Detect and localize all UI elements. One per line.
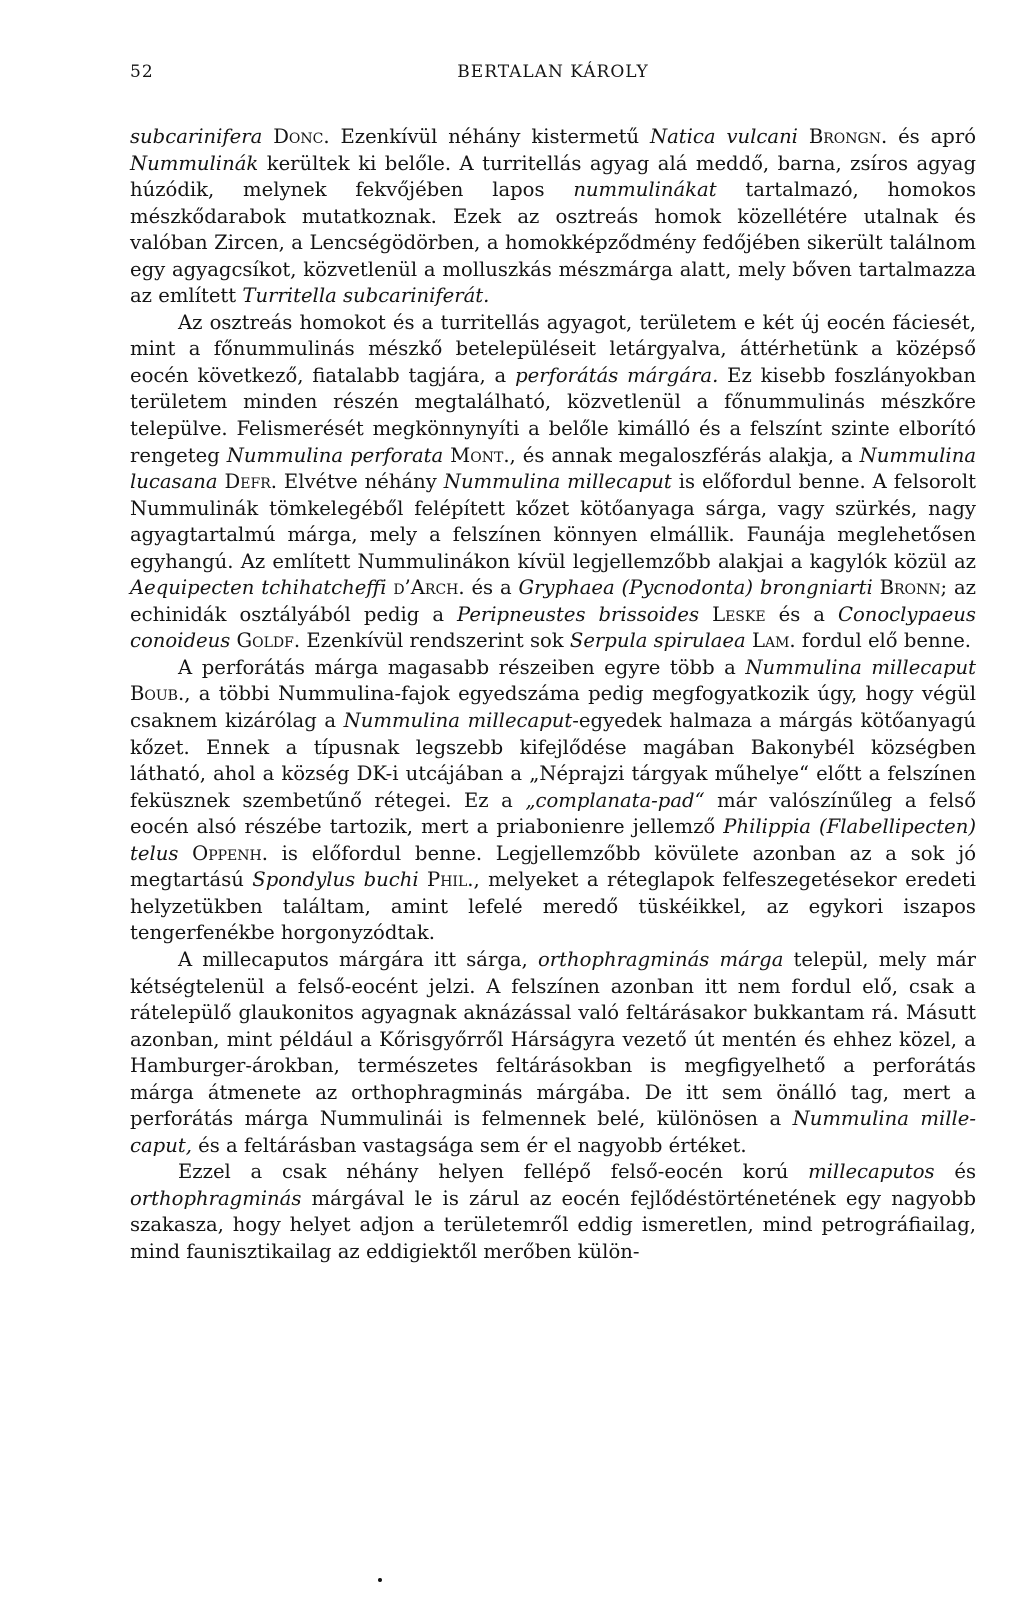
- text-run: [873, 576, 880, 599]
- text-run: [699, 603, 712, 626]
- text-run: . is előfordul benne. Legjellemzőbb kövülete azonban az a sok jó megtartású: [130, 841, 976, 892]
- italic-text-run: Nummulina lucasana: [130, 443, 977, 494]
- text-run: Ez kisebb foszlányokban területem minden részén megtalálható, közvetlenül a főnummulinás mészkőre települve. Felismerését megkönnynyíti a belőle kimálló és a felszínt szinte elborító rengeteg: [130, 363, 976, 467]
- italic-text-run: subcarinifera: [130, 125, 263, 148]
- text-run: és: [934, 1160, 976, 1184]
- author-abbrev: Goldf: [236, 629, 294, 653]
- italic-text-run: Nummulina perforata: [226, 443, 444, 467]
- paragraph-4: [130, 947, 976, 1159]
- text-run: [798, 125, 809, 148]
- text-run: Az osztreás homokot és a turritellás agyagot, területem e két új eocén fáciesét, mint a főnummulinás mészkő betelepüléseit letárgyalva, áttérhetünk a középső eocén következő, fiatalabb tagjára, a: [130, 310, 976, 387]
- text-run: Ezzel a csak néhány helyen fellépő felső-eocén korú: [178, 1160, 809, 1184]
- italic-text-run: Aequipecten tchihatcheffi: [130, 576, 387, 600]
- italic-text-run: Natica vulcani: [649, 125, 798, 148]
- text-run: ., melyeket a réteglapok felfeszegetésekor eredeti helyzetükben találtam, amint lefelé meredő tüskéikkel, az egykori iszapos tengerfenékbe horgonyzódtak.: [130, 868, 976, 945]
- italic-text-run: Philippia (Flabellipecten) telus: [130, 815, 976, 865]
- text-run: . fordul elő benne.: [789, 629, 972, 653]
- text-run: . és apró: [880, 125, 977, 148]
- body-text: [130, 124, 976, 1266]
- text-run: is előfordul benne. A felsorolt Nummulinák tömkelegéből felépített kőzet kötőanyaga sárga, vagy szürkés, nagy agyagtartalmú márga, mely a felszínen könnyen elmállik. Faunája meglehetősen egyhangú. Az említett Nummulinákon kívül legjellemzőbb alakjai a kagylók közül az: [130, 470, 976, 573]
- text-run: . Ezenkívül néhány kistermetű: [323, 125, 650, 148]
- text-run: ., a többi Nummulina-fajok egyedszáma pedig megfogyatkozik úgy, hogy végül csaknem kizárólag a: [130, 682, 976, 733]
- text-run: A millecaputos márgára itt sárga,: [178, 947, 538, 971]
- text-run: ; az echinidák osztályából pedig a: [130, 576, 976, 626]
- running-title: BERTALAN KÁROLY: [457, 62, 649, 82]
- italic-text-run: Nummulinák: [130, 151, 259, 175]
- text-run: és a feltárásban vastagsága sem ér el nagyobb értéket.: [191, 1133, 747, 1157]
- text-run: [262, 125, 273, 148]
- author-abbrev: Phil: [427, 868, 468, 892]
- author-abbrev: Oppenh: [192, 841, 262, 865]
- author-abbrev: Defr: [224, 470, 271, 494]
- stray-ink-mark: [378, 1578, 382, 1582]
- text-run: [218, 470, 225, 493]
- italic-text-run: Conoclypaeus conoideus: [130, 602, 976, 653]
- italic-text-run: Nummulina millecaput: [443, 470, 672, 494]
- italic-text-run: „complanata-pad“: [525, 788, 705, 812]
- text-run: . és a: [458, 576, 519, 600]
- italic-text-run: Turritella subcariniferát.: [242, 284, 490, 308]
- text-run: kerültek ki belőle. A turritellás agyag alá meddő, barna, zsíros agyag húzódik, melynek fekvőjében lapos: [130, 151, 976, 202]
- italic-text-run: millecaputos: [808, 1160, 935, 1184]
- text-run: és a: [765, 602, 838, 626]
- author-abbrev: Donc: [273, 125, 324, 148]
- italic-text-run: Serpula spirulaea: [569, 629, 746, 653]
- text-run: tartalmazó, homokos mészkődarabok mutatkoznak. Ezek az osztreás homok közellétére utalnak és valóban Zircen, a Lencségödörben, a homokképződmény fedőjében sikerült találnom egy agyagcsíkot, közvetlenül a molluszkás mészmárga alatt, mely bőven tartalmazza az említett: [130, 178, 977, 308]
- text-run: ., és annak megaloszférás alakja, a: [503, 443, 860, 467]
- text-run: [178, 842, 192, 865]
- text-run: már valószínűleg a felső eocén alsó részébe tartozik, mert a priabonienre jellemző: [130, 788, 977, 839]
- text-run: márgával le is zárul az eocén fejlődéstörténetének egy nagyobb szakasza, hogy helyet adjon a területemről eddig ismeretlen, mind petrográfiailag, mind faunisztikailag az eddigiektől merőben külön-: [130, 1186, 976, 1263]
- italic-text-run: nummulinákat: [573, 178, 717, 202]
- italic-text-run: orthophragminás: [130, 1186, 302, 1210]
- italic-text-run: Peripneustes brissoides: [457, 602, 700, 626]
- text-run: . Elvétve néhány: [270, 470, 444, 494]
- author-abbrev: Boub: [130, 682, 178, 706]
- italic-text-run: Gryphaea (Pycnodonta) brongniarti: [518, 576, 873, 600]
- paragraph-1: [130, 124, 976, 310]
- author-abbrev: Brongn: [808, 125, 881, 148]
- italic-text-run: orthophragminás márga: [537, 947, 784, 971]
- text-run: -egyedek halmaza a márgás kötőanyagú kőzet. Ennek a típusnak legszebb kifejlődése magában Bakonybél községben látható, ahol a község DK-i utcájában a „Néprajzi tárgyak műhelye“ előtt a felszínen feküsznek szembetűnő rétegei. Ez a: [130, 709, 976, 812]
- italic-text-run: perforátás márgára.: [515, 363, 719, 387]
- page-number: 52: [130, 62, 154, 82]
- paragraph-5: [130, 1159, 976, 1265]
- text-run: . Ezenkívül rendszerint sok: [293, 629, 570, 653]
- italic-text-run: Nummulina millecaput: [343, 709, 573, 733]
- italic-text-run: Nummulina millecaput: [745, 655, 976, 679]
- paragraph-3: [130, 655, 976, 947]
- italic-text-run: Spondylus buchi: [252, 868, 419, 892]
- italic-text-run: Nummulina millecaput,: [130, 1107, 976, 1157]
- author-abbrev: d’Arch: [393, 576, 459, 600]
- author-abbrev: Bronn: [879, 576, 941, 600]
- text-run: [419, 868, 427, 891]
- author-abbrev: Lam: [751, 629, 790, 653]
- text-run: A perforátás márga magasabb részeiben egyre több a: [178, 655, 746, 679]
- paragraph-2: [130, 310, 976, 655]
- author-abbrev: Mont: [450, 443, 504, 467]
- author-abbrev: Leske: [712, 602, 766, 626]
- page-header: [130, 62, 976, 92]
- text-run: települ, mely már kétségtelenül a felső-eocént jelzi. A felszínen azonban itt nem fordul elő, csak a rátelepülő glaukonitos agyagnak aknázással való feltárásakor bukkantam rá. Másutt azonban, mint például a Kőrisgyőrről Hárságyra vezető út mentén és ehhez közel, a Hamburger-árokban, természetes feltárásokban is megfigyelhető a perforátás márga átmenete az orthophragminás márgába. De itt sem önálló tag, mert a perforátás márga Nummulinái is felmennek belé, különösen a: [130, 947, 976, 1131]
